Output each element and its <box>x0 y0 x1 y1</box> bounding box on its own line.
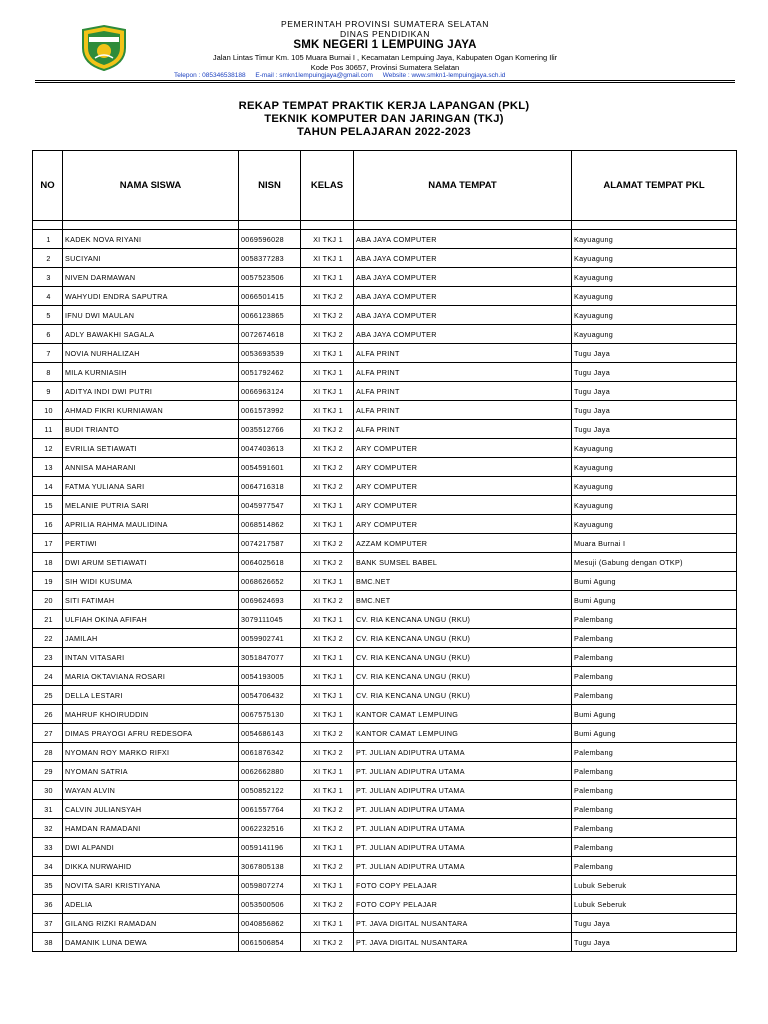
cell-kelas: XI TKJ 1 <box>301 249 354 268</box>
cell-kelas: XI TKJ 2 <box>301 629 354 648</box>
cell-nama-tempat: PT. JAVA DIGITAL NUSANTARA <box>354 914 572 933</box>
report-title: REKAP TEMPAT PRAKTIK KERJA LAPANGAN (PKL) <box>238 100 530 112</box>
cell-no: 31 <box>33 800 63 819</box>
table-header-row <box>33 151 737 221</box>
cell-nama-siswa: BUDI TRIANTO <box>63 420 239 439</box>
cell-nama-siswa: ADLY BAWAKHI SAGALA <box>63 325 239 344</box>
cell-no: 3 <box>33 268 63 287</box>
cell-nama-tempat: ABA JAYA COMPUTER <box>354 268 572 287</box>
cell-nama-tempat: PT. JULIAN ADIPUTRA UTAMA <box>354 857 572 876</box>
spacer-cell <box>33 221 63 230</box>
cell-nama-siswa: DIKKA NURWAHID <box>63 857 239 876</box>
cell-nama-tempat: CV. RIA KENCANA UNGU (RKU) <box>354 610 572 629</box>
col-header-nama-tempat: NAMA TEMPAT <box>354 151 572 221</box>
table-row <box>33 230 737 249</box>
cell-no: 8 <box>33 363 63 382</box>
table-row <box>33 363 737 382</box>
cell-nama-tempat: ARY COMPUTER <box>354 477 572 496</box>
cell-nama-tempat: ALFA PRINT <box>354 344 572 363</box>
cell-no: 38 <box>33 933 63 952</box>
cell-nisn: 0045977547 <box>239 496 301 515</box>
cell-nisn: 0064025618 <box>239 553 301 572</box>
cell-kelas: XI TKJ 1 <box>301 401 354 420</box>
cell-nama-siswa: NOVITA SARI KRISTIYANA <box>63 876 239 895</box>
cell-nisn: 0054193005 <box>239 667 301 686</box>
table-row <box>33 306 737 325</box>
cell-alamat: Kayuagung <box>572 325 737 344</box>
cell-alamat: Palembang <box>572 857 737 876</box>
cell-nama-siswa: MARIA OKTAVIANA ROSARI <box>63 667 239 686</box>
cell-alamat: Tugu Jaya <box>572 914 737 933</box>
cell-nama-tempat: BMC.NET <box>354 591 572 610</box>
cell-alamat: Kayuagung <box>572 287 737 306</box>
cell-no: 1 <box>33 230 63 249</box>
cell-no: 22 <box>33 629 63 648</box>
cell-nama-siswa: EVRILIA SETIAWATI <box>63 439 239 458</box>
letterhead-rule <box>35 80 735 81</box>
cell-nama-siswa: PERTIWI <box>63 534 239 553</box>
cell-nama-tempat: PT. JULIAN ADIPUTRA UTAMA <box>354 762 572 781</box>
cell-kelas: XI TKJ 1 <box>301 268 354 287</box>
cell-nisn: 0051792462 <box>239 363 301 382</box>
cell-nama-siswa: KADEK NOVA RIYANI <box>63 230 239 249</box>
cell-nama-siswa: NYOMAN ROY MARKO RIFXI <box>63 743 239 762</box>
cell-nama-tempat: ALFA PRINT <box>354 420 572 439</box>
table-row <box>33 876 737 895</box>
cell-alamat: Kayuagung <box>572 230 737 249</box>
cell-nisn: 0054591601 <box>239 458 301 477</box>
cell-alamat: Tugu Jaya <box>572 344 737 363</box>
cell-nama-tempat: BMC.NET <box>354 572 572 591</box>
cell-kelas: XI TKJ 2 <box>301 477 354 496</box>
cell-nisn: 0069624693 <box>239 591 301 610</box>
cell-nisn: 0069596028 <box>239 230 301 249</box>
cell-no: 9 <box>33 382 63 401</box>
cell-kelas: XI TKJ 2 <box>301 819 354 838</box>
cell-no: 28 <box>33 743 63 762</box>
table-row <box>33 534 737 553</box>
spacer-cell <box>572 221 737 230</box>
cell-alamat: Palembang <box>572 743 737 762</box>
cell-nama-tempat: ARY COMPUTER <box>354 496 572 515</box>
cell-nama-tempat: CV. RIA KENCANA UNGU (RKU) <box>354 629 572 648</box>
cell-nama-tempat: PT. JULIAN ADIPUTRA UTAMA <box>354 743 572 762</box>
cell-no: 4 <box>33 287 63 306</box>
phone-text: Telepon : 085346538188 <box>174 72 246 79</box>
cell-nama-tempat: ARY COMPUTER <box>354 439 572 458</box>
table-row <box>33 667 737 686</box>
cell-nama-tempat: ALFA PRINT <box>354 382 572 401</box>
cell-no: 36 <box>33 895 63 914</box>
cell-nisn: 0064716318 <box>239 477 301 496</box>
header-department: DINAS PENDIDIKAN <box>340 29 430 39</box>
cell-nama-siswa: FATMA YULIANA SARI <box>63 477 239 496</box>
cell-kelas: XI TKJ 1 <box>301 686 354 705</box>
cell-alamat: Tugu Jaya <box>572 382 737 401</box>
cell-alamat: Kayuagung <box>572 439 737 458</box>
cell-kelas: XI TKJ 1 <box>301 382 354 401</box>
table-row <box>33 724 737 743</box>
header-school-name: SMK NEGERI 1 LEMPUING JAYA <box>293 39 477 51</box>
table-row <box>33 344 737 363</box>
table-row <box>33 382 737 401</box>
table-spacer-row <box>33 221 737 230</box>
cell-nama-tempat: FOTO COPY PELAJAR <box>354 876 572 895</box>
cell-nama-siswa: DAMANIK LUNA DEWA <box>63 933 239 952</box>
cell-kelas: XI TKJ 1 <box>301 515 354 534</box>
email-link[interactable]: E-mail : smkn1lempuingjaya@gmail.com <box>255 72 373 79</box>
cell-alamat: Bumi Agung <box>572 705 737 724</box>
cell-nama-tempat: KANTOR CAMAT LEMPUING <box>354 724 572 743</box>
cell-kelas: XI TKJ 1 <box>301 667 354 686</box>
cell-nama-tempat: PT. JULIAN ADIPUTRA UTAMA <box>354 819 572 838</box>
cell-nama-siswa: MELANIE PUTRIA SARI <box>63 496 239 515</box>
cell-kelas: XI TKJ 2 <box>301 591 354 610</box>
cell-alamat: Bumi Agung <box>572 724 737 743</box>
report-subtitle: TEKNIK KOMPUTER DAN JARINGAN (TKJ) <box>264 113 504 125</box>
header-address: Jalan Lintas Timur Km. 105 Muara Burnai I , Kecamatan Lempuing Jaya, Kabupaten Ogan Komering Ilir <box>212 53 558 62</box>
cell-no: 2 <box>33 249 63 268</box>
cell-kelas: XI TKJ 2 <box>301 458 354 477</box>
cell-kelas: XI TKJ 2 <box>301 553 354 572</box>
cell-alamat: Palembang <box>572 667 737 686</box>
cell-alamat: Tugu Jaya <box>572 420 737 439</box>
header-postal: Kode Pos 30657, Provinsi Sumatera Selatan <box>310 63 460 72</box>
cell-no: 37 <box>33 914 63 933</box>
cell-nisn: 0050852122 <box>239 781 301 800</box>
cell-kelas: XI TKJ 2 <box>301 439 354 458</box>
cell-no: 7 <box>33 344 63 363</box>
cell-alamat: Mesuji (Gabung dengan OTKP) <box>572 553 737 572</box>
cell-alamat: Kayuagung <box>572 458 737 477</box>
cell-alamat: Kayuagung <box>572 515 737 534</box>
cell-alamat: Palembang <box>572 819 737 838</box>
table-row <box>33 800 737 819</box>
cell-nama-tempat: ARY COMPUTER <box>354 458 572 477</box>
table-row <box>33 762 737 781</box>
cell-alamat: Lubuk Seberuk <box>572 876 737 895</box>
cell-nama-siswa: WAHYUDI ENDRA SAPUTRA <box>63 287 239 306</box>
cell-nama-siswa: JAMILAH <box>63 629 239 648</box>
cell-nama-tempat: PT. JULIAN ADIPUTRA UTAMA <box>354 800 572 819</box>
cell-nisn: 0061557764 <box>239 800 301 819</box>
cell-nama-tempat: FOTO COPY PELAJAR <box>354 895 572 914</box>
cell-nama-siswa: ANNISA MAHARANI <box>63 458 239 477</box>
cell-nama-siswa: SITI FATIMAH <box>63 591 239 610</box>
table-row <box>33 496 737 515</box>
cell-nama-siswa: SUCIYANI <box>63 249 239 268</box>
cell-nisn: 0047403613 <box>239 439 301 458</box>
cell-nisn: 0062662880 <box>239 762 301 781</box>
cell-nama-tempat: PT. JULIAN ADIPUTRA UTAMA <box>354 781 572 800</box>
cell-no: 27 <box>33 724 63 743</box>
cell-alamat: Palembang <box>572 838 737 857</box>
cell-nisn: 3067805138 <box>239 857 301 876</box>
cell-nama-tempat: CV. RIA KENCANA UNGU (RKU) <box>354 667 572 686</box>
spacer-cell <box>301 221 354 230</box>
cell-nama-tempat: ABA JAYA COMPUTER <box>354 306 572 325</box>
cell-nama-tempat: ALFA PRINT <box>354 363 572 382</box>
cell-kelas: XI TKJ 1 <box>301 838 354 857</box>
cell-no: 13 <box>33 458 63 477</box>
cell-alamat: Kayuagung <box>572 268 737 287</box>
col-header-no: NO <box>33 151 63 221</box>
cell-nisn: 0062232516 <box>239 819 301 838</box>
cell-nama-siswa: NIVEN DARMAWAN <box>63 268 239 287</box>
table-row <box>33 572 737 591</box>
table-row <box>33 610 737 629</box>
cell-kelas: XI TKJ 1 <box>301 876 354 895</box>
cell-kelas: XI TKJ 1 <box>301 230 354 249</box>
cell-nisn: 0054686143 <box>239 724 301 743</box>
cell-nisn: 0068514862 <box>239 515 301 534</box>
cell-kelas: XI TKJ 1 <box>301 762 354 781</box>
cell-nisn: 0061876342 <box>239 743 301 762</box>
table-row <box>33 287 737 306</box>
cell-no: 18 <box>33 553 63 572</box>
cell-nama-siswa: MAHRUF KHOIRUDDIN <box>63 705 239 724</box>
cell-kelas: XI TKJ 2 <box>301 800 354 819</box>
cell-nisn: 0035512766 <box>239 420 301 439</box>
cell-alamat: Tugu Jaya <box>572 401 737 420</box>
cell-nama-siswa: WAYAN ALVIN <box>63 781 239 800</box>
cell-no: 10 <box>33 401 63 420</box>
cell-nama-tempat: AZZAM KOMPUTER <box>354 534 572 553</box>
table-row <box>33 857 737 876</box>
cell-alamat: Palembang <box>572 629 737 648</box>
cell-nisn: 0074217587 <box>239 534 301 553</box>
cell-alamat: Tugu Jaya <box>572 363 737 382</box>
cell-nama-siswa: DWI ALPANDI <box>63 838 239 857</box>
table-row <box>33 401 737 420</box>
table-row <box>33 629 737 648</box>
cell-kelas: XI TKJ 2 <box>301 287 354 306</box>
cell-nama-siswa: NOVIA NURHALIZAH <box>63 344 239 363</box>
cell-nama-tempat: CV. RIA KENCANA UNGU (RKU) <box>354 648 572 667</box>
cell-nisn: 0061506854 <box>239 933 301 952</box>
table-row <box>33 781 737 800</box>
cell-nama-siswa: DWI ARUM SETIAWATI <box>63 553 239 572</box>
col-header-kelas: KELAS <box>301 151 354 221</box>
cell-kelas: XI TKJ 1 <box>301 914 354 933</box>
cell-nisn: 0072674618 <box>239 325 301 344</box>
cell-kelas: XI TKJ 2 <box>301 325 354 344</box>
cell-kelas: XI TKJ 2 <box>301 857 354 876</box>
cell-nama-siswa: GILANG RIZKI RAMADAN <box>63 914 239 933</box>
cell-no: 33 <box>33 838 63 857</box>
cell-alamat: Palembang <box>572 781 737 800</box>
cell-nama-tempat: BANK SUMSEL BABEL <box>354 553 572 572</box>
cell-no: 35 <box>33 876 63 895</box>
table-row <box>33 458 737 477</box>
cell-kelas: XI TKJ 1 <box>301 610 354 629</box>
table-row <box>33 268 737 287</box>
cell-nisn: 0066963124 <box>239 382 301 401</box>
cell-nama-tempat: ABA JAYA COMPUTER <box>354 249 572 268</box>
cell-kelas: XI TKJ 2 <box>301 534 354 553</box>
cell-no: 5 <box>33 306 63 325</box>
header-contact <box>174 72 513 79</box>
cell-nisn: 0040856862 <box>239 914 301 933</box>
cell-alamat: Kayuagung <box>572 306 737 325</box>
cell-nama-tempat: ABA JAYA COMPUTER <box>354 287 572 306</box>
cell-nama-tempat: ALFA PRINT <box>354 401 572 420</box>
spacer-cell <box>354 221 572 230</box>
cell-alamat: Palembang <box>572 800 737 819</box>
cell-nisn: 0053693539 <box>239 344 301 363</box>
cell-no: 20 <box>33 591 63 610</box>
cell-nama-siswa: CALVIN JULIANSYAH <box>63 800 239 819</box>
cell-kelas: XI TKJ 2 <box>301 306 354 325</box>
cell-nisn: 3079111045 <box>239 610 301 629</box>
cell-nisn: 0059807274 <box>239 876 301 895</box>
cell-nisn: 0066501415 <box>239 287 301 306</box>
table-row <box>33 553 737 572</box>
cell-no: 11 <box>33 420 63 439</box>
cell-nama-tempat: PT. JAVA DIGITAL NUSANTARA <box>354 933 572 952</box>
col-header-nisn: NISN <box>239 151 301 221</box>
cell-nisn: 0067575130 <box>239 705 301 724</box>
cell-nama-siswa: APRILIA RAHMA MAULIDINA <box>63 515 239 534</box>
cell-no: 14 <box>33 477 63 496</box>
table-row <box>33 838 737 857</box>
table-row <box>33 933 737 952</box>
cell-alamat: Palembang <box>572 686 737 705</box>
cell-kelas: XI TKJ 2 <box>301 933 354 952</box>
cell-no: 23 <box>33 648 63 667</box>
cell-alamat: Bumi Agung <box>572 591 737 610</box>
cell-alamat: Palembang <box>572 610 737 629</box>
cell-nisn: 0054706432 <box>239 686 301 705</box>
cell-nama-siswa: DELLA LESTARI <box>63 686 239 705</box>
table-row <box>33 743 737 762</box>
cell-nisn: 0059141196 <box>239 838 301 857</box>
table-row <box>33 705 737 724</box>
spacer-cell <box>239 221 301 230</box>
cell-nisn: 0057523506 <box>239 268 301 287</box>
cell-alamat: Tugu Jaya <box>572 933 737 952</box>
cell-nama-tempat: PT. JULIAN ADIPUTRA UTAMA <box>354 838 572 857</box>
table-row <box>33 648 737 667</box>
cell-nama-tempat: ABA JAYA COMPUTER <box>354 325 572 344</box>
website-link[interactable]: Website : www.smkn1-lempuingjaya.sch.id <box>382 72 506 79</box>
table-row <box>33 249 737 268</box>
cell-no: 34 <box>33 857 63 876</box>
cell-no: 25 <box>33 686 63 705</box>
cell-nama-siswa: ADELIA <box>63 895 239 914</box>
cell-nama-siswa: IFNU DWI MAULAN <box>63 306 239 325</box>
table-row <box>33 819 737 838</box>
cell-nisn: 0061573992 <box>239 401 301 420</box>
cell-nama-siswa: MILA KURNIASIH <box>63 363 239 382</box>
report-year: TAHUN PELAJARAN 2022-2023 <box>297 126 471 138</box>
cell-no: 32 <box>33 819 63 838</box>
table-row <box>33 914 737 933</box>
cell-nama-siswa: ULFIAH OKINA AFIFAH <box>63 610 239 629</box>
cell-alamat: Kayuagung <box>572 496 737 515</box>
cell-nama-tempat: ABA JAYA COMPUTER <box>354 230 572 249</box>
table-row <box>33 515 737 534</box>
cell-alamat: Lubuk Seberuk <box>572 895 737 914</box>
cell-alamat: Palembang <box>572 762 737 781</box>
table-row <box>33 477 737 496</box>
col-header-alamat: ALAMAT TEMPAT PKL <box>572 151 737 221</box>
cell-nama-siswa: NYOMAN SATRIA <box>63 762 239 781</box>
table-row <box>33 895 737 914</box>
cell-nama-tempat: CV. RIA KENCANA UNGU (RKU) <box>354 686 572 705</box>
cell-alamat: Palembang <box>572 648 737 667</box>
cell-nama-tempat: KANTOR CAMAT LEMPUING <box>354 705 572 724</box>
cell-kelas: XI TKJ 2 <box>301 420 354 439</box>
letterhead-rule-thin <box>35 82 735 83</box>
cell-kelas: XI TKJ 1 <box>301 781 354 800</box>
cell-no: 17 <box>33 534 63 553</box>
cell-no: 26 <box>33 705 63 724</box>
table-row <box>33 686 737 705</box>
cell-nisn: 0059902741 <box>239 629 301 648</box>
cell-kelas: XI TKJ 1 <box>301 496 354 515</box>
cell-no: 6 <box>33 325 63 344</box>
pkl-table <box>32 150 737 952</box>
cell-no: 19 <box>33 572 63 591</box>
cell-no: 16 <box>33 515 63 534</box>
cell-nisn: 0066123865 <box>239 306 301 325</box>
cell-nama-siswa: DIMAS PRAYOGI AFRU REDESOFA <box>63 724 239 743</box>
header-government: PEMERINTAH PROVINSI SUMATERA SELATAN <box>280 19 489 29</box>
cell-nama-tempat: ARY COMPUTER <box>354 515 572 534</box>
cell-kelas: XI TKJ 1 <box>301 572 354 591</box>
cell-no: 15 <box>33 496 63 515</box>
cell-nisn: 0058377283 <box>239 249 301 268</box>
cell-alamat: Kayuagung <box>572 477 737 496</box>
table-row <box>33 325 737 344</box>
table-row <box>33 591 737 610</box>
cell-nama-siswa: ADITYA INDI DWI PUTRI <box>63 382 239 401</box>
table-row <box>33 439 737 458</box>
cell-no: 24 <box>33 667 63 686</box>
cell-nama-siswa: INTAN VITASARI <box>63 648 239 667</box>
cell-nama-siswa: AHMAD FIKRI KURNIAWAN <box>63 401 239 420</box>
cell-nisn: 0053500506 <box>239 895 301 914</box>
cell-nama-siswa: HAMDAN RAMADANI <box>63 819 239 838</box>
cell-no: 21 <box>33 610 63 629</box>
cell-alamat: Muara Burnai I <box>572 534 737 553</box>
cell-alamat: Kayuagung <box>572 249 737 268</box>
cell-kelas: XI TKJ 1 <box>301 648 354 667</box>
cell-kelas: XI TKJ 1 <box>301 344 354 363</box>
province-logo <box>79 24 129 72</box>
cell-no: 29 <box>33 762 63 781</box>
cell-nama-siswa: SIH WIDI KUSUMA <box>63 572 239 591</box>
col-header-nama-siswa: NAMA SISWA <box>63 151 239 221</box>
cell-kelas: XI TKJ 2 <box>301 743 354 762</box>
cell-kelas: XI TKJ 2 <box>301 895 354 914</box>
cell-no: 30 <box>33 781 63 800</box>
cell-alamat: Bumi Agung <box>572 572 737 591</box>
cell-kelas: XI TKJ 1 <box>301 363 354 382</box>
cell-no: 12 <box>33 439 63 458</box>
table-row <box>33 420 737 439</box>
cell-nisn: 3051847077 <box>239 648 301 667</box>
cell-kelas: XI TKJ 1 <box>301 705 354 724</box>
cell-nisn: 0068626652 <box>239 572 301 591</box>
spacer-cell <box>63 221 239 230</box>
cell-kelas: XI TKJ 2 <box>301 724 354 743</box>
